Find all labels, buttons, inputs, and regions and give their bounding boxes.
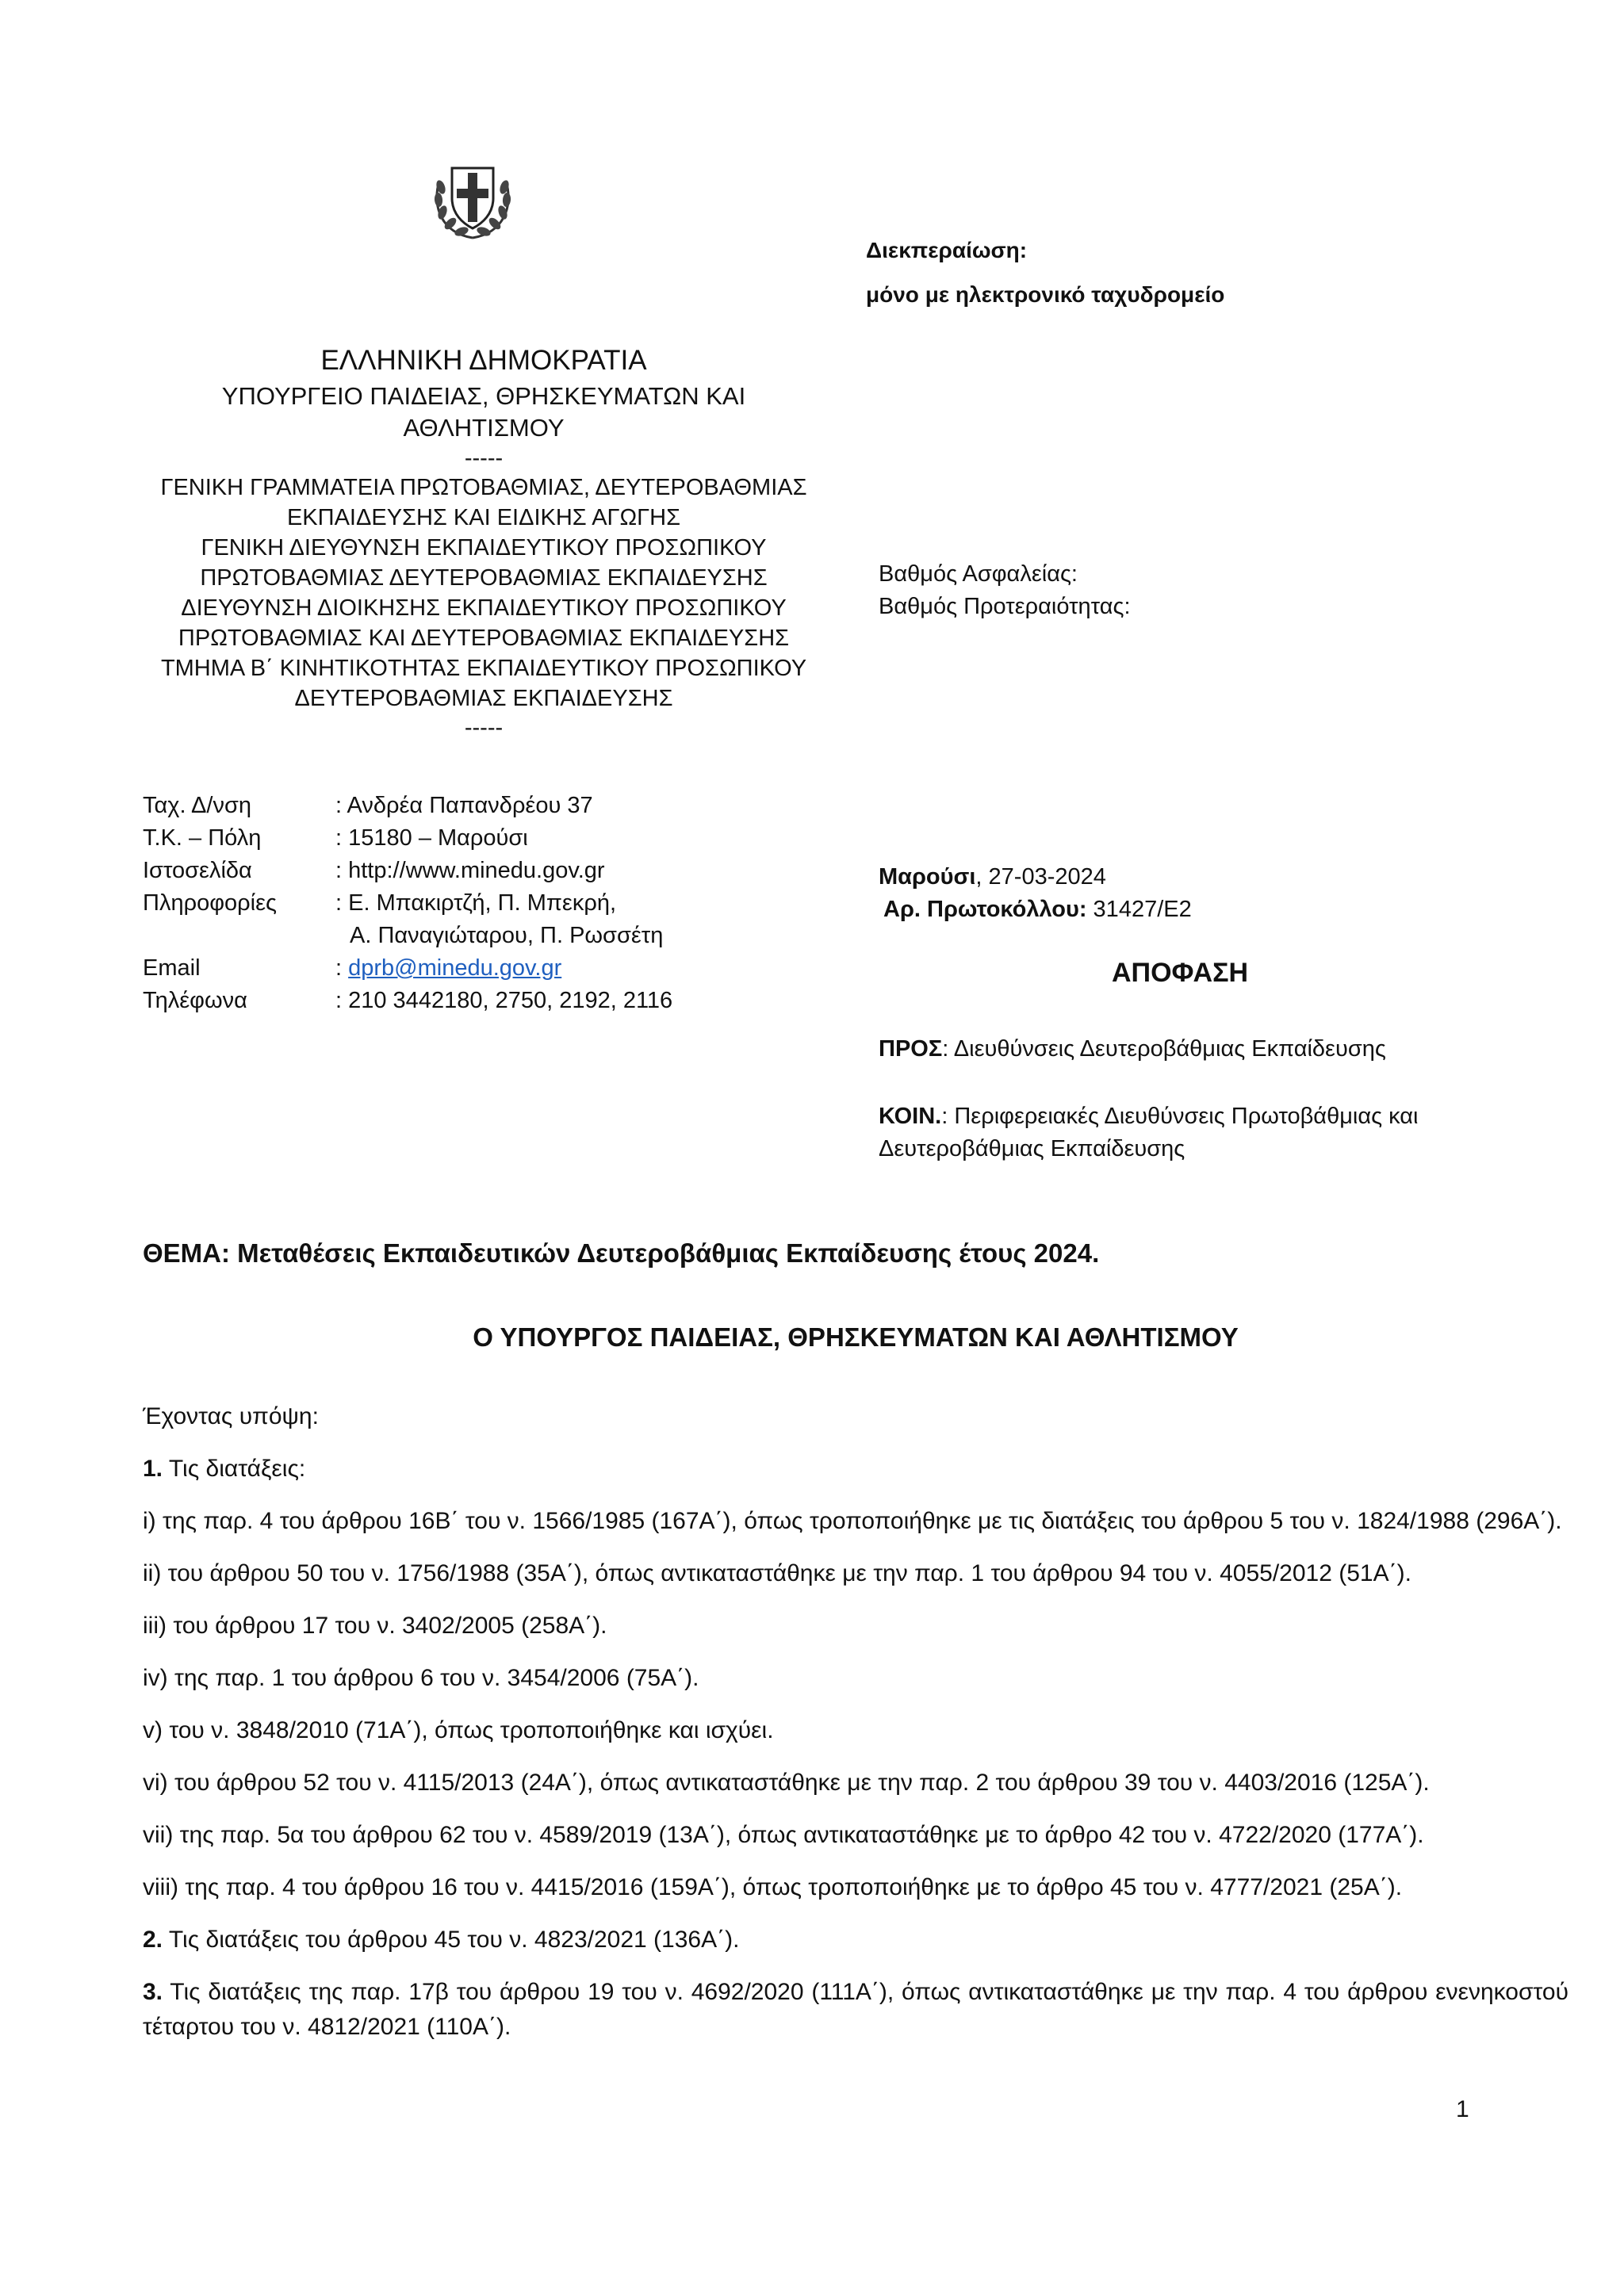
sub-item-ii: ii) του άρθρου 50 του ν. 1756/1988 (35Α΄), όπως αντικαταστάθηκε με την παρ. 1 του άρθρου 94 του ν. 4055/2012 (51Α΄). <box>143 1560 1411 1586</box>
date-protocol-block <box>879 861 1192 926</box>
item-text: Τις διατάξεις του άρθρου 45 του ν. 4823/2021 (136Α΄). <box>163 1927 740 1953</box>
subject-label: ΘΕΜΑ <box>143 1238 221 1268</box>
unit-line: ΤΜΗΜΑ Β΄ ΚΙΝΗΤΙΚΟΤΗΤΑΣ ΕΚΠΑΙΔΕΥΤΙΚΟΥ ΠΡΟΣΩΠΙΚΟΥ <box>160 656 807 681</box>
contact-row-info-cont <box>143 920 672 952</box>
cc-value-line1: : Περιφερειακές Διευθύνσεις Πρωτοβάθμιας και <box>941 1104 1419 1129</box>
to-value: : Διευθύνσεις Δευτεροβάθμιας Εκπαίδευσης <box>942 1036 1386 1062</box>
sub-item-vi: vi) του άρθρου 52 του ν. 4115/2013 (24Α΄), όπως αντικαταστάθηκε με την παρ. 2 του άρθρου 39 του ν. 4403/2016 (125Α΄). <box>143 1770 1430 1796</box>
address-label: Ταχ. Δ/νση <box>143 793 251 818</box>
protocol-value: 31427/Ε2 <box>1086 897 1192 922</box>
protocol-line <box>879 894 1192 926</box>
separator: ----- <box>464 715 504 740</box>
list-item <box>143 1452 1568 1487</box>
unit-line: ΕΚΠΑΙΔΕΥΣΗΣ ΚΑΙ ΕΙΔΙΚΗΣ ΑΓΩΓΗΣ <box>286 505 681 530</box>
sub-item-iv: iv) της παρ. 1 του άρθρου 6 του ν. 3454/2006 (75Α΄). <box>143 1665 699 1691</box>
subject-line <box>143 1238 1099 1269</box>
page-number: 1 <box>1456 2096 1469 2122</box>
list-item <box>143 1923 1568 1957</box>
unit-line: ΔΙΕΥΘΥΝΣΗ ΔΙΟΙΚΗΣΗΣ ΕΚΠΑΙΔΕΥΤΙΚΟΥ ΠΡΟΣΩΠΙΚΟΥ <box>181 595 787 621</box>
decision-title-block <box>879 958 1513 989</box>
intro-text: Έχοντας υπόψη: <box>143 1403 319 1429</box>
cc-line <box>879 1100 1568 1133</box>
cc-label: ΚΟΙΝ. <box>879 1104 942 1129</box>
unit-line: ΓΕΝΙΚΗ ΓΡΑΜΜΑΤΕΙΑ ΠΡΩΤΟΒΑΘΜΙΑΣ, ΔΕΥΤΕΡΟΒΑΘΜΙΑΣ <box>160 475 807 500</box>
item-number: 3. <box>143 1979 163 2005</box>
cc-value-line2: Δευτεροβάθμιας Εκπαίδευσης <box>879 1136 1185 1161</box>
separator: ----- <box>464 446 504 471</box>
item-text: Τις διατάξεις: <box>163 1456 306 1482</box>
organization-header <box>135 341 833 742</box>
sub-item-iii: iii) του άρθρου 17 του ν. 3402/2005 (258Α΄). <box>143 1613 607 1639</box>
subject-text: : Μεταθέσεις Εκπαιδευτικών Δευτεροβάθμιας Εκπαίδευσης έτους 2024. <box>221 1238 1100 1268</box>
sub-item-v: v) του ν. 3848/2010 (71Α΄), όπως τροποποιήθηκε και ισχύει. <box>143 1717 774 1743</box>
contact-row-info <box>143 887 672 920</box>
sub-item-vii: vii) της παρ. 5α του άρθρου 62 του ν. 4589/2019 (13Α΄), όπως αντικαταστάθηκε με το άρθρο 42 του ν. 4722/2020 (177Α΄). <box>143 1822 1424 1848</box>
address-value: : Ανδρέα Παπανδρέου 37 <box>335 793 593 818</box>
unit-line: ΠΡΩΤΟΒΑΘΜΙΑΣ ΚΑΙ ΔΕΥΤΕΡΟΒΑΘΜΙΑΣ ΕΚΠΑΙΔΕΥΣΗΣ <box>178 626 790 651</box>
website-value: : http://www.minedu.gov.gr <box>335 858 605 883</box>
sub-item-viii: viii) της παρ. 4 του άρθρου 16 του ν. 4415/2016 (159Α΄), όπως τροποποιήθηκε με το άρθρο 45 του ν. 4777/2021 (25Α΄). <box>143 1874 1403 1900</box>
item-number: 2. <box>143 1927 163 1953</box>
info-value-line2: Α. Παναγιώταρου, Π. Ρωσσέτη <box>350 923 664 948</box>
unit-line: ΔΕΥΤΕΡΟΒΑΘΜΙΑΣ ΕΚΠΑΙΔΕΥΣΗΣ <box>294 686 673 711</box>
contact-row-email <box>143 952 672 985</box>
handling-block <box>866 228 1224 317</box>
website-label: Ιστοσελίδα <box>143 858 252 883</box>
contact-row-website <box>143 855 672 887</box>
classification-block <box>879 558 1131 623</box>
handling-value: μόνο με ηλεκτρονικό ταχυδρομείο <box>866 282 1225 307</box>
recipients-block <box>879 1033 1568 1165</box>
info-label: Πληροφορίες <box>143 890 277 916</box>
date-line <box>879 861 1192 894</box>
priority-label: Βαθμός Προτεραιότητας: <box>879 594 1131 619</box>
hellenic-republic-emblem <box>425 152 520 247</box>
email-prefix: : <box>335 955 349 981</box>
ministry-line-1: ΥΠΟΥΡΓΕΙΟ ΠΑΙΔΕΙΑΣ, ΘΡΗΣΚΕΥΜΑΤΩΝ ΚΑΙ <box>221 382 746 410</box>
country-name: ΕΛΛΗΝΙΚΗ ΔΗΜΟΚΡΑΤΙΑ <box>320 345 647 376</box>
phone-label: Τηλέφωνα <box>143 988 247 1013</box>
contact-details <box>143 790 672 1017</box>
emblem-icon <box>425 152 520 247</box>
phone-value: : 210 3442180, 2750, 2192, 2116 <box>335 988 673 1013</box>
to-label: ΠΡΟΣ <box>879 1036 943 1062</box>
city-label: Τ.Κ. – Πόλη <box>143 825 262 851</box>
contact-row-address <box>143 790 672 822</box>
ministry-line-2: ΑΘΛΗΤΙΣΜΟΥ <box>403 414 565 442</box>
protocol-label: Αρ. Πρωτοκόλλου: <box>883 897 1087 922</box>
sub-item-i: i) της παρ. 4 του άρθρου 16Β΄ του ν. 1566/1985 (167Α΄), όπως τροποποιήθηκε με τις διατάξεις του άρθρου 5 του ν. 1824/1988 (296Α΄). <box>143 1508 1562 1534</box>
email-label: Email <box>143 955 201 981</box>
email-link[interactable]: dprb@minedu.gov.gr <box>348 955 562 981</box>
contact-row-city <box>143 822 672 855</box>
handling-label: Διεκπεραίωση: <box>866 238 1028 262</box>
list-item <box>143 1975 1568 2045</box>
info-value-line1: : Ε. Μπακιρτζή, Π. Μπεκρή, <box>335 890 617 916</box>
decision-title: ΑΠΟΦΑΣΗ <box>1111 958 1249 988</box>
place-name: Μαρούσι <box>879 864 976 890</box>
minister-heading: Ο ΥΠΟΥΡΓΟΣ ΠΑΙΔΕΙΑΣ, ΘΡΗΣΚΕΥΜΑΤΩΝ ΚΑΙ ΑΘΛΗΤΙΣΜΟΥ <box>473 1322 1239 1352</box>
unit-line: ΓΕΝΙΚΗ ΔΙΕΥΘΥΝΣΗ ΕΚΠΑΙΔΕΥΤΙΚΟΥ ΠΡΟΣΩΠΙΚΟΥ <box>201 535 767 561</box>
date-value: , 27-03-2024 <box>975 864 1106 890</box>
contact-row-phone <box>143 985 672 1017</box>
item-number: 1. <box>143 1456 163 1482</box>
unit-line: ΠΡΩΤΟΒΑΘΜΙΑΣ ΔΕΥΤΕΡΟΒΑΘΜΙΑΣ ΕΚΠΑΙΔΕΥΣΗΣ <box>200 565 768 591</box>
to-line <box>879 1033 1568 1066</box>
document-body <box>143 1399 1568 2062</box>
security-label: Βαθμός Ασφαλείας: <box>879 561 1078 587</box>
item-text: Τις διατάξεις της παρ. 17β του άρθρου 19 του ν. 4692/2020 (111Α΄), όπως αντικαταστάθηκε με την παρ. 4 του άρθρου ενενηκοστού τέταρτου του ν. 4812/2021 (110Α΄). <box>143 1979 1568 2040</box>
city-value: : 15180 – Μαρούσι <box>335 825 528 851</box>
